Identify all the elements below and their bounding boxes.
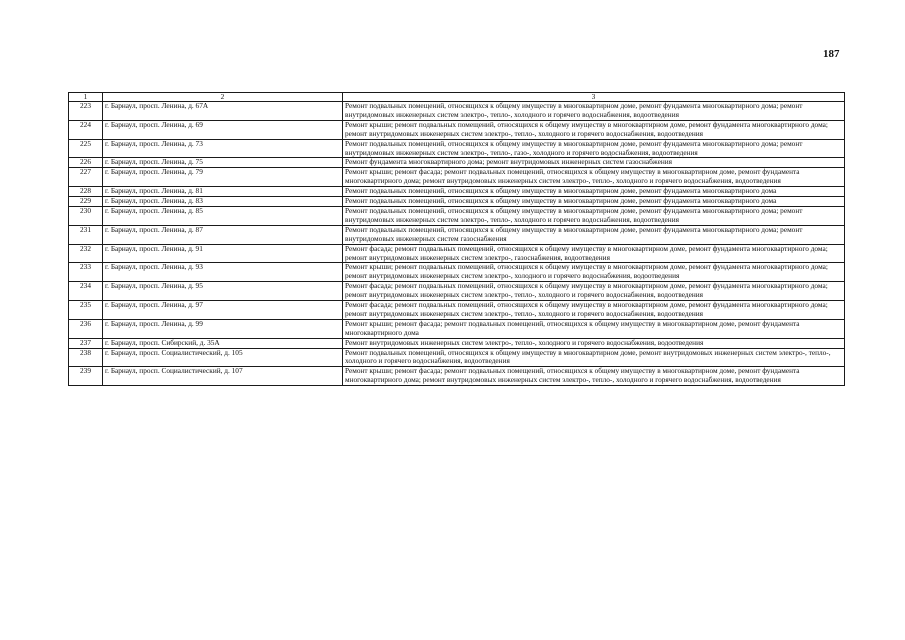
row-works: Ремонт подвальных помещений, относящихся к общему имуществу в многоквартирном доме, ремонт фундамента многоквартирного дома; ремонт внутридомовых инженерных систем электро-, тепло-, газо-, холодного и горячего водоснабжения, водоотведения <box>343 139 845 158</box>
row-number: 232 <box>69 244 103 263</box>
row-works: Ремонт подвальных помещений, относящихся к общему имуществу в многоквартирном доме, ремонт фундамента многоквартирного дома <box>343 187 845 197</box>
row-number: 234 <box>69 282 103 301</box>
row-works: Ремонт крыши; ремонт подвальных помещений, относящихся к общему имуществу в многоквартирном доме, ремонт фундамента многоквартирного дома; ремонт внутридомовых инженерных систем электро-, тепло-, холодного и горячего водоснабжения, водоотведения <box>343 120 845 139</box>
row-works: Ремонт подвальных помещений, относящихся к общему имуществу в многоквартирном доме, ремонт фундамента многоквартирного дома; ремонт внутридомовых инженерных систем газоснабжения <box>343 225 845 244</box>
row-address: г. Барнаул, просп. Ленина, д. 87 <box>103 225 343 244</box>
row-number: 235 <box>69 301 103 320</box>
header-col-1: 1 <box>69 93 103 102</box>
row-number: 223 <box>69 102 103 121</box>
table-row <box>69 158 845 168</box>
table-row <box>69 301 845 320</box>
row-number: 233 <box>69 263 103 282</box>
table-row <box>69 168 845 187</box>
row-works: Ремонт крыши; ремонт фасада; ремонт подвальных помещений, относящихся к общему имуществу в многоквартирном доме, ремонт фундамента многоквартирного дома <box>343 319 845 338</box>
table-row <box>69 348 845 367</box>
table-row <box>69 139 845 158</box>
row-number: 238 <box>69 348 103 367</box>
row-number: 225 <box>69 139 103 158</box>
row-address: г. Барнаул, просп. Ленина, д. 91 <box>103 244 343 263</box>
row-works: Ремонт подвальных помещений, относящихся к общему имуществу в многоквартирном доме, ремонт внутридомовых инженерных систем электро-, тепло-, холодного и горячего водоснабжения, водоотведения <box>343 348 845 367</box>
row-number: 227 <box>69 168 103 187</box>
row-address: г. Барнаул, просп. Ленина, д. 79 <box>103 168 343 187</box>
row-address: г. Барнаул, просп. Ленина, д. 85 <box>103 206 343 225</box>
row-number: 236 <box>69 319 103 338</box>
row-number: 228 <box>69 187 103 197</box>
table-row <box>69 102 845 121</box>
row-works: Ремонт внутридомовых инженерных систем электро-, тепло-, холодного и горячего водоснабжения, водоотведения <box>343 338 845 348</box>
table-row <box>69 367 845 386</box>
row-address: г. Барнаул, просп. Ленина, д. 95 <box>103 282 343 301</box>
row-number: 237 <box>69 338 103 348</box>
row-address: г. Барнаул, просп. Социалистический, д. 105 <box>103 348 343 367</box>
row-works: Ремонт подвальных помещений, относящихся к общему имуществу в многоквартирном доме, ремонт фундамента многоквартирного дома; ремонт внутридомовых инженерных систем электро-, тепло-, холодного и горячего водоснабжения, водоотведения <box>343 206 845 225</box>
table-body <box>69 102 845 386</box>
row-address: г. Барнаул, просп. Ленина, д. 67А <box>103 102 343 121</box>
row-number: 230 <box>69 206 103 225</box>
row-address: г. Барнаул, просп. Ленина, д. 75 <box>103 158 343 168</box>
row-works: Ремонт крыши; ремонт подвальных помещений, относящихся к общему имуществу в многоквартирном доме, ремонт фундамента многоквартирного дома; ремонт внутридомовых инженерных систем электро-, холодного и горячего водоснабжения, водоотведения <box>343 263 845 282</box>
row-address: г. Барнаул, просп. Ленина, д. 97 <box>103 301 343 320</box>
header-col-2: 2 <box>103 93 343 102</box>
row-works: Ремонт крыши; ремонт фасада; ремонт подвальных помещений, относящихся к общему имуществу в многоквартирном доме, ремонт фундамента многоквартирного дома; ремонт внутридомовых инженерных систем электро-, тепло-, холодного и горячего водоснабжения, водоотведения <box>343 168 845 187</box>
row-works: Ремонт фасада; ремонт подвальных помещений, относящихся к общему имуществу в многоквартирном доме, ремонт фундамента многоквартирного дома; ремонт внутридомовых инженерных систем электро-, тепло-, холодного и горячего водоснабжения, водоотведения <box>343 301 845 320</box>
row-number: 224 <box>69 120 103 139</box>
table-row <box>69 225 845 244</box>
row-works: Ремонт крыши; ремонт фасада; ремонт подвальных помещений, относящихся к общему имуществу в многоквартирном доме, ремонт фундамента многоквартирного дома; ремонт внутридомовых инженерных систем электро-, тепло-, холодного и горячего водоснабжения, водоотведения <box>343 367 845 386</box>
table-row <box>69 319 845 338</box>
row-address: г. Барнаул, просп. Ленина, д. 81 <box>103 187 343 197</box>
row-address: г. Барнаул, просп. Сибирский, д. 35А <box>103 338 343 348</box>
row-works: Ремонт фасада; ремонт подвальных помещений, относящихся к общему имуществу в многоквартирном доме, ремонт фундамента многоквартирного дома; ремонт внутридомовых инженерных систем электро-, газоснабжения, водоотведения <box>343 244 845 263</box>
row-works: Ремонт подвальных помещений, относящихся к общему имуществу в многоквартирном доме, ремонт фундамента многоквартирного дома; ремонт внутридомовых инженерных систем электро-, тепло-, холодного и горячего водоснабжения, водоотведения <box>343 102 845 121</box>
row-works: Ремонт подвальных помещений, относящихся к общему имуществу в многоквартирном доме, ремонт фундамента многоквартирного дома <box>343 197 845 207</box>
table-row <box>69 206 845 225</box>
row-number: 239 <box>69 367 103 386</box>
table-row <box>69 244 845 263</box>
table-row <box>69 263 845 282</box>
row-number: 226 <box>69 158 103 168</box>
header-col-3: 3 <box>343 93 845 102</box>
row-number: 231 <box>69 225 103 244</box>
row-works: Ремонт фундамента многоквартирного дома; ремонт внутридомовых инженерных систем газоснабжения <box>343 158 845 168</box>
table-row <box>69 187 845 197</box>
header-row <box>69 93 845 102</box>
row-address: г. Барнаул, просп. Ленина, д. 73 <box>103 139 343 158</box>
table-row <box>69 120 845 139</box>
row-works: Ремонт фасада; ремонт подвальных помещений, относящихся к общему имуществу в многоквартирном доме, ремонт фундамента многоквартирного дома; ремонт внутридомовых инженерных систем электро-, тепло-, холодного и горячего водоснабжения, водоотведения <box>343 282 845 301</box>
row-address: г. Барнаул, просп. Ленина, д. 83 <box>103 197 343 207</box>
row-number: 229 <box>69 197 103 207</box>
row-address: г. Барнаул, просп. Ленина, д. 93 <box>103 263 343 282</box>
table-row <box>69 197 845 207</box>
table-header <box>69 93 845 102</box>
page-number: 187 <box>823 48 840 60</box>
row-address: г. Барнаул, просп. Ленина, д. 69 <box>103 120 343 139</box>
row-address: г. Барнаул, просп. Ленина, д. 99 <box>103 319 343 338</box>
table-row <box>69 338 845 348</box>
row-address: г. Барнаул, просп. Социалистический, д. 107 <box>103 367 343 386</box>
table-row <box>69 282 845 301</box>
works-table <box>68 92 845 386</box>
